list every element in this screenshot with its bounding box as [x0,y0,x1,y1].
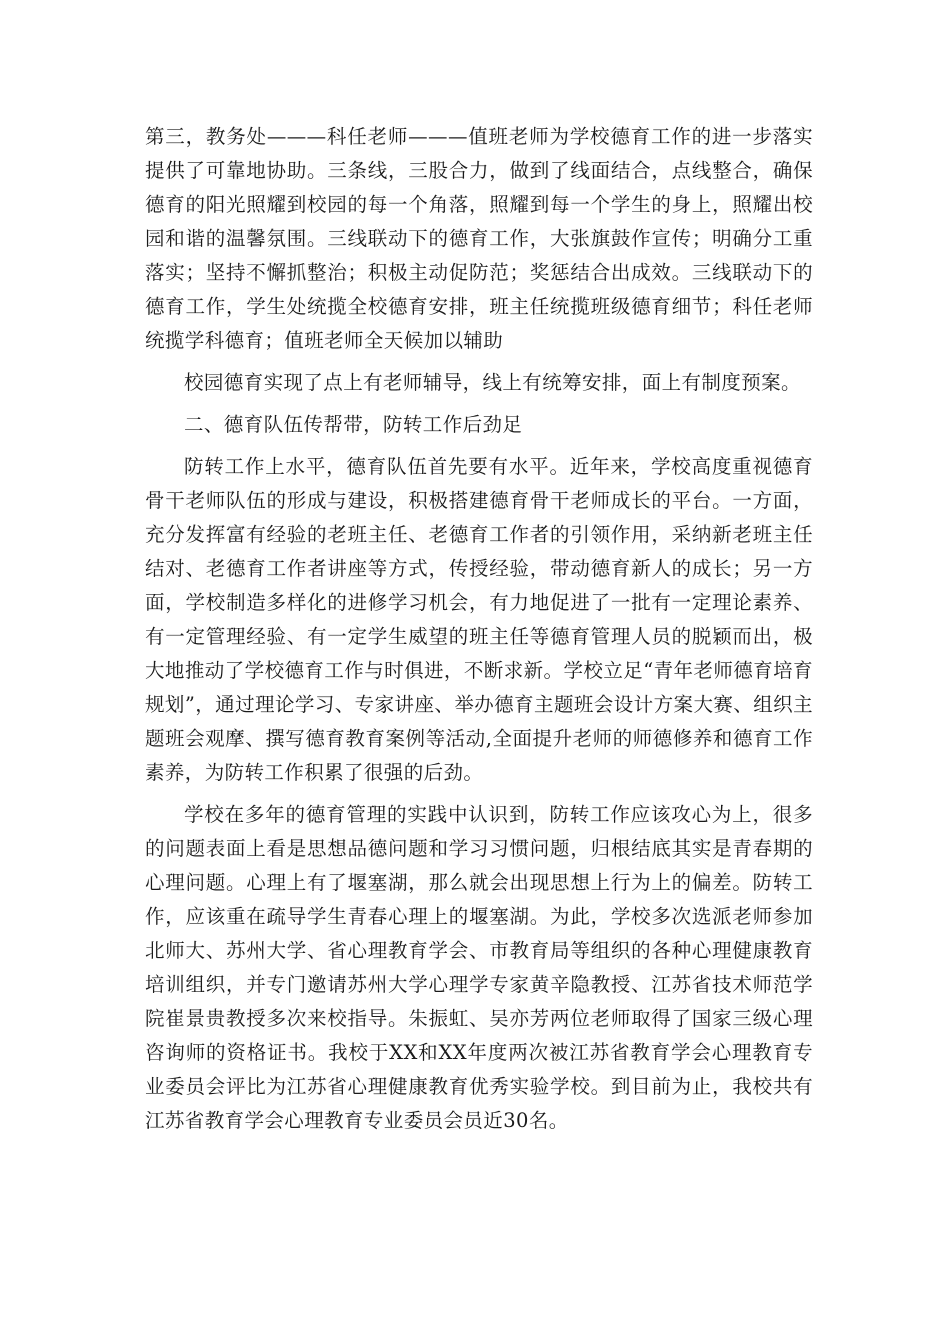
paragraph-third-point: 第三，教务处———科任老师———值班老师为学校德育工作的进一步落实提供了可靠地协助。三条线，三股合力，做到了线面结合，点线整合，确保德育的阳光照耀到校园的每一个角落，照耀到每一个学生的身上，照耀出校园和谐的温馨氛围。三线联动下的德育工作，大张旗鼓作宣传；明确分工重落实；坚持不懈抓整治；积极主动促防范；奖惩结合出成效。三线联动下的德育工作，学生处统揽全校德育安排，班主任统揽班级德育细节；科任老师统揽学科德育；值班老师全天候加以辅助 [145,125,813,352]
paragraph-campus-moral-summary: 校园德育实现了点上有老师辅导，线上有统筹安排，面上有制度预案。 [184,371,801,394]
paragraph-psychology-education: 学校在多年的德育管理的实践中认识到，防转工作应该攻心为上，很多的问题表面上看是思想品德问题和学习习惯问题，归根结底其实是青春期的心理问题。心理上有了堰塞湖，那么就会出现思想上行为上的偏差。防转工作，应该重在疏导学生青春心理上的堰塞湖。为此，学校多次选派老师参加北师大、苏州大学、省心理教育学会、市教育局等组织的各种心理健康教育培训组织，并专门邀请苏州大学心理学专家黄辛隐教授、江苏省技术师范学院崔景贵教授多次来校指导。朱振虹、吴亦芳两位老师取得了国家三级心理咨询师的资格证书。我校于XX和XX年度两次被江苏省教育学会心理教育专业委员会评比为江苏省心理健康教育优秀实验学校。到目前为止，我校共有江苏省教育学会心理教育专业委员会员近30名。 [145,803,813,1132]
section-heading-2: 二、德育队伍传帮带，防转工作后劲足 [184,413,523,436]
paragraph-team-building: 防转工作上水平，德育队伍首先要有水平。近年来，学校高度重视德育骨干老师队伍的形成与建设，积极搭建德育骨干老师成长的平台。一方面，充分发挥富有经验的老班主任、老德育工作者的引领作用，采纳新老班主任结对、老德育工作者讲座等方式，传授经验，带动德育新人的成长；另一方面，学校制造多样化的进修学习机会，有力地促进了一批有一定理论素养、有一定管理经验、有一定学生威望的班主任等德育管理人员的脱颖而出，极大地推动了学校德育工作与时俱进，不断求新。学校立足“青年老师德育培育规划”，通过理论学习、专家讲座、举办德育主题班会设计方案大赛、组织主题班会观摩、撰写德育教育案例等活动,全面提升老师的师德修养和德育工作素养，为防转工作积累了很强的后劲。 [145,455,813,784]
document-page [145,120,813,1146]
